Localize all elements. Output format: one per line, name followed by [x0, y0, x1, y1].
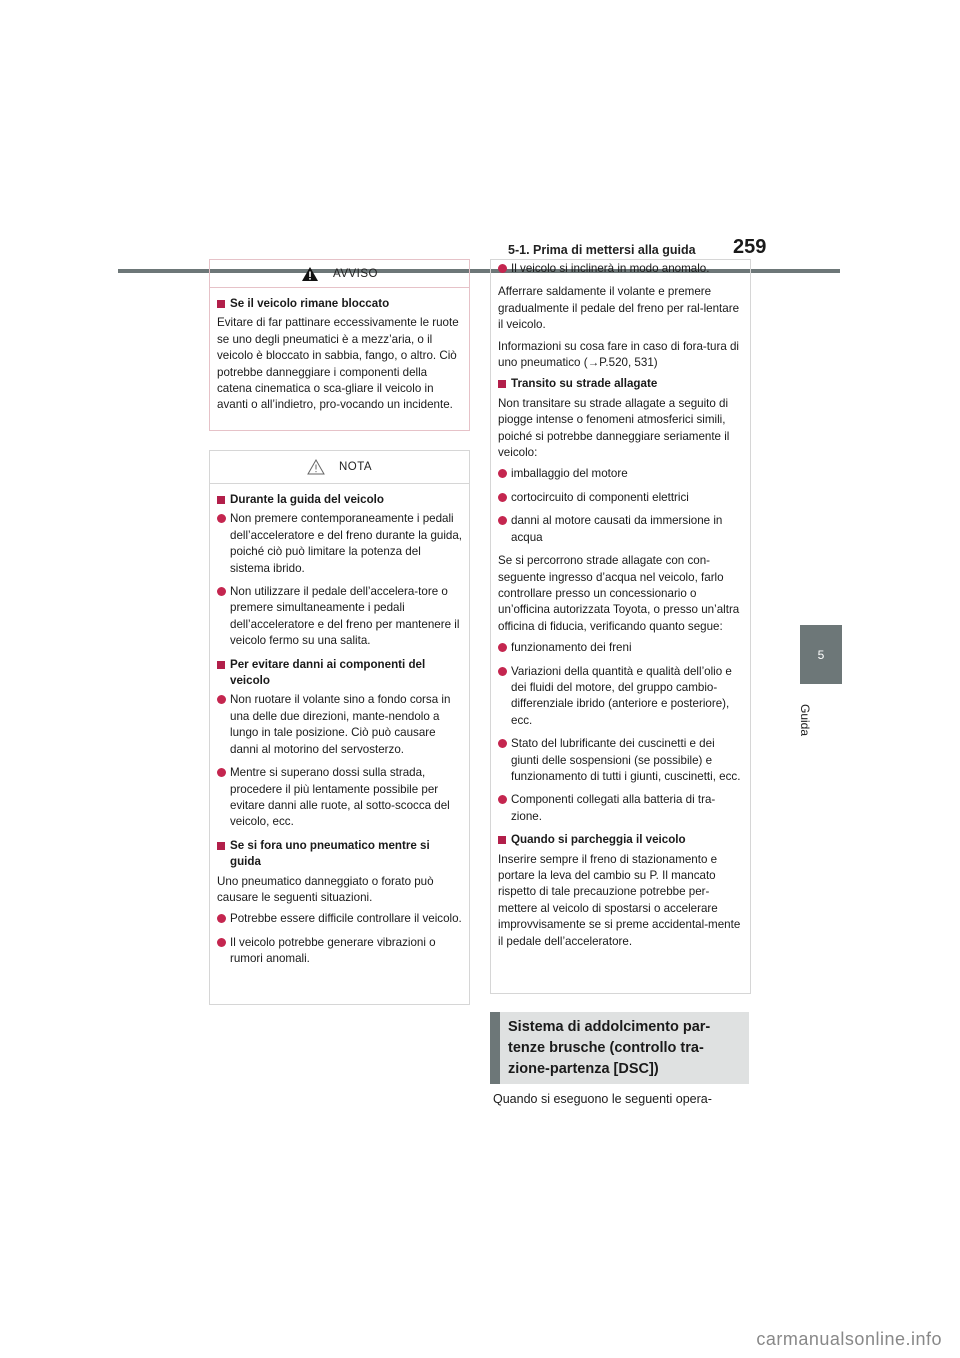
body-text: Quando si eseguono le seguenti opera-	[493, 1092, 712, 1106]
warning-triangle-icon	[301, 266, 319, 282]
note-heading: Durante la guida del veicolo	[217, 492, 463, 508]
note-box	[209, 450, 470, 1005]
note-heading: Se si fora uno pneumatico mentre si guida	[217, 838, 463, 871]
subheading: Transito su strade allagate	[498, 376, 744, 392]
list-item: Potrebbe essere difficile controllare il veicolo.	[217, 911, 463, 927]
paragraph: Afferrare saldamente il volante e premere gradualmente il pedale del freno per ral-lentare il veicolo.	[498, 285, 740, 332]
list-item: imballaggio del motore	[498, 466, 744, 482]
subheading: Quando si parcheggia il veicolo	[498, 832, 744, 848]
list-item: funzionamento dei freni	[498, 640, 744, 656]
list-item: Non premere contemporaneamente i pedali dell’acceleratore e del freno durante la guida, poiché ciò può limitare la potenza del sistema ibrido.	[217, 511, 463, 577]
list-item: Mentre si superano dossi sulla strada, procedere il più lentamente possibile per evitare danni alle ruote, al sotto-scocca del veicolo, ecc.	[217, 765, 463, 831]
warning-header	[210, 260, 469, 288]
list-item: danni al motore causati da immersione in acqua	[498, 513, 744, 546]
paragraph: Se si percorrono strade allagate con con-seguente ingresso d’acqua nel veicolo, farlo controllare presso un concessionario o un’officina autorizzata Toyota, o presso un’altra officina di fiducia, verificando quanto segue:	[498, 554, 740, 633]
section-header: 5-1. Prima di mettersi alla guida	[508, 243, 696, 257]
watermark: carmanualsonline.info	[756, 1329, 942, 1349]
continued-note-box	[490, 259, 751, 994]
note-paragraph: Uno pneumatico danneggiato o forato può causare le seguenti situazioni.	[217, 874, 434, 904]
note-header	[210, 451, 469, 484]
chapter-tab-label: Guida	[798, 704, 812, 737]
list-item: Non utilizzare il pedale dell’accelera-tore o premere simultaneamente i pedali dell’acceleratore e del freno per mantenere il veicolo fermo su una salita.	[217, 584, 463, 650]
list-item: Variazioni della quantità e qualità dell’olio e dei fluidi del motore, del gruppo cambio-differenziale ibrido (anteriore e posteriore), ecc.	[498, 664, 744, 730]
list-item: Stato del lubrificante dei cuscinetti e dei giunti delle sospensioni (se possibile) e funzionamento di tutti i giunti, cuscinetti, ecc.	[498, 736, 744, 785]
list-item: Il veicolo si inclinerà in modo anomalo.	[498, 261, 744, 277]
list-item: Componenti collegati alla batteria di tra-zione.	[498, 792, 744, 825]
paragraph: Non transitare su strade allagate a seguito di piogge intense o fenomeni atmosferici simili, poiché si potrebbe danneggiare seriamente il veicolo:	[498, 396, 730, 460]
list-item: Non ruotare il volante sino a fondo corsa in una delle due direzioni, mante-nendolo a lungo in tale posizione. Ciò può causare danni al motorino del servosterzo.	[217, 692, 463, 758]
warning-box	[209, 259, 470, 431]
warning-heading: Se il veicolo rimane bloccato	[217, 296, 463, 312]
section-title: Sistema di addolcimento par-tenze brusche (controllo tra-zione-partenza [DSC])	[490, 1012, 749, 1084]
caution-triangle-icon	[307, 459, 325, 475]
chapter-tab: 5	[800, 625, 842, 684]
list-item: cortocircuito di componenti elettrici	[498, 490, 744, 506]
page-number: 259	[733, 236, 767, 258]
paragraph: Inserire sempre il freno di stazionamento e portare la leva del cambio su P. Il mancato rispetto di tale precauzione potrebbe per-mettere al veicolo di spostarsi o accelerare improvvisamente se si preme accidental-mente il pedale dell’acceleratore.	[498, 852, 741, 948]
warning-title: AVVISO	[333, 267, 378, 280]
note-title: NOTA	[338, 461, 373, 473]
warning-text: Evitare di far pattinare eccessivamente le ruote se uno degli pneumatici è a mezz’aria, o il veicolo è bloccato in sabbia, fango, o altro. Ciò potrebbe danneggiare i componenti della catena cinematica o sca-gliare il veicolo in avanti o all’indietro, pro-vocando un incidente.	[217, 316, 459, 412]
note-heading: Per evitare danni ai componenti del veicolo	[217, 657, 463, 690]
paragraph: Informazioni su cosa fare in caso di fora-tura di uno pneumatico (→P.520, 531)	[498, 339, 740, 370]
list-item: Il veicolo potrebbe generare vibrazioni o rumori anomali.	[217, 935, 463, 968]
